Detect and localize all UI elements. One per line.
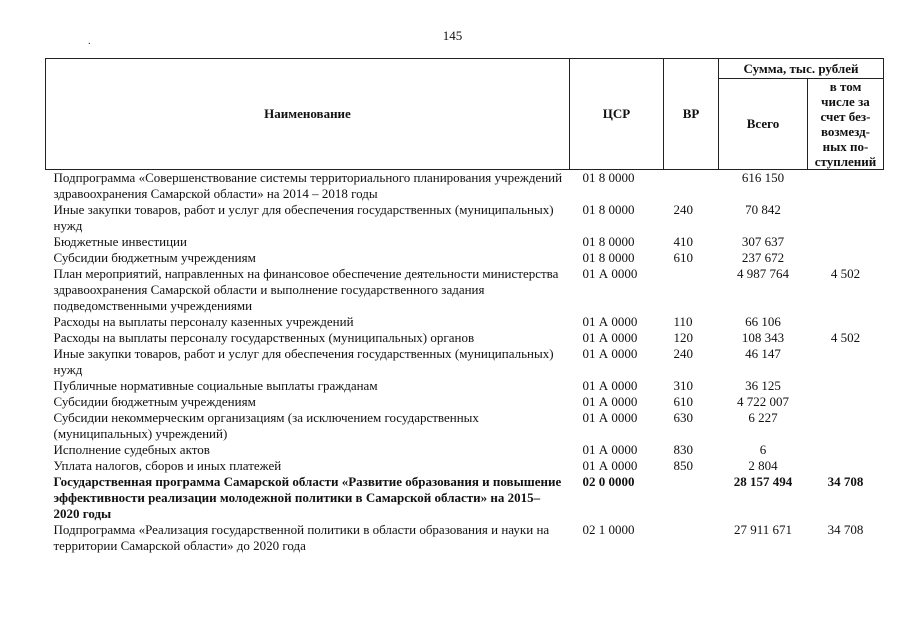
row-total: 237 672	[741, 250, 785, 265]
row-total: 28 157 494	[733, 474, 793, 489]
row-vr	[664, 474, 719, 522]
row-vr: 120	[673, 330, 693, 345]
header-name: Наименование	[46, 59, 570, 170]
row-free: 4 502	[830, 330, 861, 345]
row-vr: 110	[673, 314, 693, 329]
row-vr	[664, 266, 719, 314]
row-free	[808, 234, 884, 250]
header-free	[808, 79, 884, 170]
row-name: Подпрограмма «Реализация государственной политики в области образования и науки на территории Самарской области» до 2020 года	[53, 522, 550, 553]
row-csr: 02 1 0000	[582, 522, 635, 537]
table-header	[46, 59, 884, 170]
row-name: Уплата налогов, сборов и иных платежей	[53, 458, 282, 473]
row-name: Субсидии некоммерческим организациям (за исключением государственных (муниципальных) учреждений)	[53, 410, 479, 441]
row-csr: 02 0 0000	[582, 474, 635, 489]
table-row	[46, 346, 884, 378]
table-row	[46, 458, 884, 474]
row-name: Расходы на выплаты персоналу казенных учреждений	[53, 314, 354, 329]
row-free	[808, 170, 884, 203]
row-free	[808, 250, 884, 266]
table-row	[46, 250, 884, 266]
row-name: Бюджетные инвестиции	[53, 234, 187, 249]
row-total: 6 227	[748, 410, 778, 425]
row-total: 616 150	[741, 170, 785, 185]
row-csr: 01 8 0000	[582, 202, 635, 217]
row-free	[808, 202, 884, 234]
row-total: 307 637	[741, 234, 785, 249]
row-free	[808, 394, 884, 410]
row-free	[808, 314, 884, 330]
header-free-label: в том числе за счет без-возмезд-ных по-ступлений	[814, 79, 877, 169]
row-csr: 01 А 0000	[582, 266, 638, 281]
row-total: 2 804	[748, 458, 778, 473]
table-row	[46, 330, 884, 346]
row-vr: 310	[673, 378, 693, 393]
row-vr: 630	[673, 410, 693, 425]
table-row	[46, 202, 884, 234]
row-name: Субсидии бюджетным учреждениям	[53, 250, 256, 265]
row-vr	[664, 522, 719, 554]
page-number: 145	[442, 28, 463, 43]
row-name: План мероприятий, направленных на финансовое обеспечение деятельности министерства здравоохранения Самарской области и выполнение государственного задания подведомственными учреждениями	[53, 266, 559, 313]
table-row	[46, 378, 884, 394]
row-free	[808, 378, 884, 394]
row-total: 36 125	[745, 378, 781, 393]
row-csr: 01 8 0000	[582, 170, 635, 185]
table-row	[46, 266, 884, 314]
header-vr: ВР	[664, 59, 719, 170]
row-csr: 01 А 0000	[582, 442, 638, 457]
row-csr: 01 А 0000	[582, 458, 638, 473]
row-name: Иные закупки товаров, работ и услуг для обеспечения государственных (муниципальных) нужд	[53, 346, 554, 377]
row-vr: 240	[673, 202, 693, 217]
row-csr: 01 А 0000	[582, 378, 638, 393]
row-vr	[664, 170, 719, 203]
table-row	[46, 522, 884, 554]
row-vr: 610	[673, 394, 693, 409]
row-name: Подпрограмма «Совершенствование системы территориального планирования учреждений здравоохранения Самарской области» на 2014 – 2018 годы	[53, 170, 563, 201]
table-row	[46, 234, 884, 250]
row-total: 4 722 007	[737, 394, 789, 409]
budget-table	[45, 58, 884, 554]
header-total: Всего	[719, 79, 808, 170]
row-csr: 01 А 0000	[582, 314, 638, 329]
row-free: 4 502	[830, 266, 861, 281]
header-csr: ЦСР	[570, 59, 664, 170]
row-csr: 01 8 0000	[582, 250, 635, 265]
row-free: 34 708	[827, 474, 864, 489]
row-name: Государственная программа Самарской области «Развитие образования и повышение эффективности реализации молодежной политики в Самарской области» на 2015–2020 годы	[53, 474, 562, 521]
table-row	[46, 394, 884, 410]
header-sum-group: Сумма, тыс. рублей	[719, 59, 884, 79]
row-vr: 410	[673, 234, 693, 249]
row-name: Иные закупки товаров, работ и услуг для обеспечения государственных (муниципальных) нужд	[53, 202, 554, 233]
row-total: 108 343	[741, 330, 785, 345]
row-total: 70 842	[745, 202, 781, 217]
row-total: 4 987 764	[737, 266, 789, 281]
scan-speck: .	[88, 36, 91, 47]
row-total: 27 911 671	[733, 522, 793, 537]
table-body	[46, 170, 884, 555]
row-free: 34 708	[827, 522, 864, 537]
table-row	[46, 314, 884, 330]
row-csr: 01 А 0000	[582, 346, 638, 361]
table-row	[46, 170, 884, 203]
table-row	[46, 474, 884, 522]
row-name: Расходы на выплаты персоналу государственных (муниципальных) органов	[53, 330, 475, 345]
row-csr: 01 А 0000	[582, 410, 638, 425]
table-row	[46, 442, 884, 458]
row-csr: 01 А 0000	[582, 330, 638, 345]
row-vr: 850	[673, 458, 693, 473]
table-row	[46, 410, 884, 442]
row-total: 46 147	[745, 346, 781, 361]
row-vr: 240	[673, 346, 693, 361]
row-name: Исполнение судебных актов	[53, 442, 210, 457]
row-free	[808, 458, 884, 474]
row-total: 66 106	[745, 314, 781, 329]
row-free	[808, 346, 884, 378]
row-name: Публичные нормативные социальные выплаты гражданам	[53, 378, 378, 393]
row-name: Субсидии бюджетным учреждениям	[53, 394, 256, 409]
row-free	[808, 410, 884, 442]
row-vr: 610	[673, 250, 693, 265]
row-vr: 830	[673, 442, 693, 457]
row-csr: 01 А 0000	[582, 394, 638, 409]
row-free	[808, 442, 884, 458]
row-csr: 01 8 0000	[582, 234, 635, 249]
row-total: 6	[759, 442, 767, 457]
